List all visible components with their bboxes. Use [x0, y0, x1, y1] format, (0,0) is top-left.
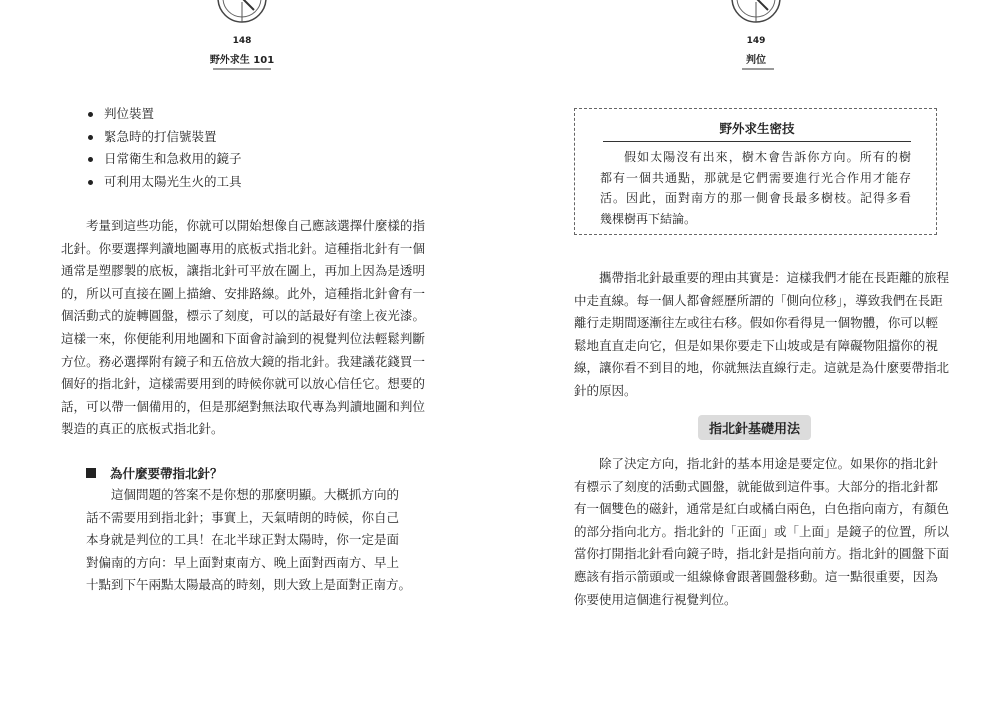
section-heading: 指北針基礎用法 [698, 415, 811, 440]
tip-line: 幾棵樹再下結論。 [600, 211, 697, 226]
compass-icon [730, 0, 782, 24]
feature-bullet-list [86, 103, 242, 193]
bullet-item: 日常衛生和急救用的鏡子 [86, 148, 242, 171]
page-number: 149 [746, 36, 766, 46]
tip-line: 假如太陽沒有出來，樹木會告訴你方向。所有的樹 [624, 150, 911, 164]
paragraph-line: 的部分指向北方。指北針的「正面」或「上面」是鏡子的位置，所以 [574, 523, 950, 539]
paragraph-line: 製造的真正的底板式指北針。 [61, 421, 224, 437]
tip-line: 活。因此，面對南方的那一側會長最多樹枝。記得多看 [600, 191, 911, 205]
paragraph-line: 方位。務必選擇附有鏡子和五倍放大鏡的指北針。我建議花錢買一 [61, 353, 425, 369]
paragraph-line: 本身就是判位的工具！在北半球正對太陽時，你一定是面 [86, 532, 399, 548]
running-title: 野外求生 101 [209, 55, 275, 66]
paragraph-line: 你要使用這個進行視覺判位。 [574, 591, 737, 607]
sub-heading-text: 為什麼要帶指北針？ [110, 466, 223, 481]
paragraph-line: 當你打開指北針看向鏡子時，指北針是指向前方。指北針的圓盤下面 [574, 546, 950, 562]
paragraph-line: 十點到下午兩點太陽最高的時刻，則大致上是面對正南方。 [86, 577, 412, 593]
header-rule [742, 68, 774, 70]
paragraph-line: 應該有指示箭頭或一組線條會跟著圓盤移動。這一點很重要，因為 [574, 568, 938, 584]
sub-paragraph [86, 484, 412, 597]
paragraph-line: 除了決定方向，指北針的基本用途是要定位。如果你的指北針 [599, 456, 938, 471]
paragraph-line: 線，讓你看不到目的地，你就無法直線行走。這就是為什麼要帶指北 [574, 360, 950, 376]
header-rule [213, 68, 271, 70]
paragraph-line: 鬆地直直走向它，但是如果你要走下山坡或是有障礙物阻擋你的視 [574, 337, 938, 353]
paragraph-line: 話不需要用到指北針；事實上，天氣晴朗的時候，你自己 [86, 509, 399, 525]
paragraph-line: 話，可以帶一個備用的，但是那絕對無法取代專為判讀地圖和判位 [61, 398, 425, 414]
page-number: 148 [232, 36, 252, 46]
paragraph-line: 離行走期間逐漸往左或往右移。假如你看得見一個物體，你可以輕 [574, 315, 938, 331]
square-bullet-icon [86, 468, 96, 478]
survival-tip-box [574, 108, 937, 235]
paragraph-line: 通常是塑膠製的底板，讓指北針可平放在圖上，再加上因為是透明 [61, 263, 425, 279]
paragraph-line: 有一個雙色的磁針，通常是紅白或橘白兩色，白色指向南方，有顏色 [574, 501, 950, 517]
paragraph-line: 針的原因。 [574, 382, 637, 398]
tip-body [600, 147, 911, 229]
paragraph-line: 這樣一來，你便能利用地圖和下面會討論到的視覺判位法輕鬆判斷 [61, 330, 425, 346]
paragraph-line: 攜帶指北針最重要的理由其實是：這樣我們才能在長距離的旅程 [599, 270, 950, 285]
paragraph-line: 有標示了刻度的活動式圓盤，就能做到這件事。大部分的指北針都 [574, 478, 938, 494]
body-paragraph [61, 215, 425, 441]
paragraph-line: 北針。你要選擇判讀地圖專用的底板式指北針。這種指北針有一個 [61, 240, 425, 256]
running-title: 判位 [746, 55, 766, 66]
tip-line: 都有一個共通點，那就是它們需要進行光合作用才能存 [600, 170, 911, 185]
sub-heading [86, 464, 223, 482]
compass-icon [216, 0, 268, 24]
paragraph-line: 考量到這些功能，你就可以開始想像自己應該選擇什麼樣的指 [86, 218, 425, 233]
tip-title: 野外求生密技 [603, 119, 911, 142]
paragraph-line: 中走直線。每一個人都會經歷所謂的「側向位移」，導致我們在長距 [574, 292, 943, 308]
paragraph-line: 個好的指北針，這樣需要用到的時候你就可以放心信任它。想要的 [61, 376, 425, 392]
body-paragraph [574, 453, 950, 611]
paragraph-line: 這個問題的答案不是你想的那麼明顯。大概抓方向的 [111, 487, 399, 502]
body-paragraph [574, 267, 950, 403]
paragraph-line: 的，所以可直接在圖上描繪、安排路線。此外，這種指北針會有一 [61, 285, 425, 301]
paragraph-line: 個活動式的旋轉圓盤，標示了刻度，可以的話最好有塗上夜光漆。 [61, 308, 425, 324]
paragraph-line: 對偏南的方向：早上面對東南方、晚上面對西南方、早上 [86, 554, 399, 570]
bullet-item: 緊急時的打信號裝置 [86, 126, 242, 149]
bullet-item: 判位裝置 [86, 103, 242, 126]
bullet-item: 可利用太陽光生火的工具 [86, 171, 242, 194]
